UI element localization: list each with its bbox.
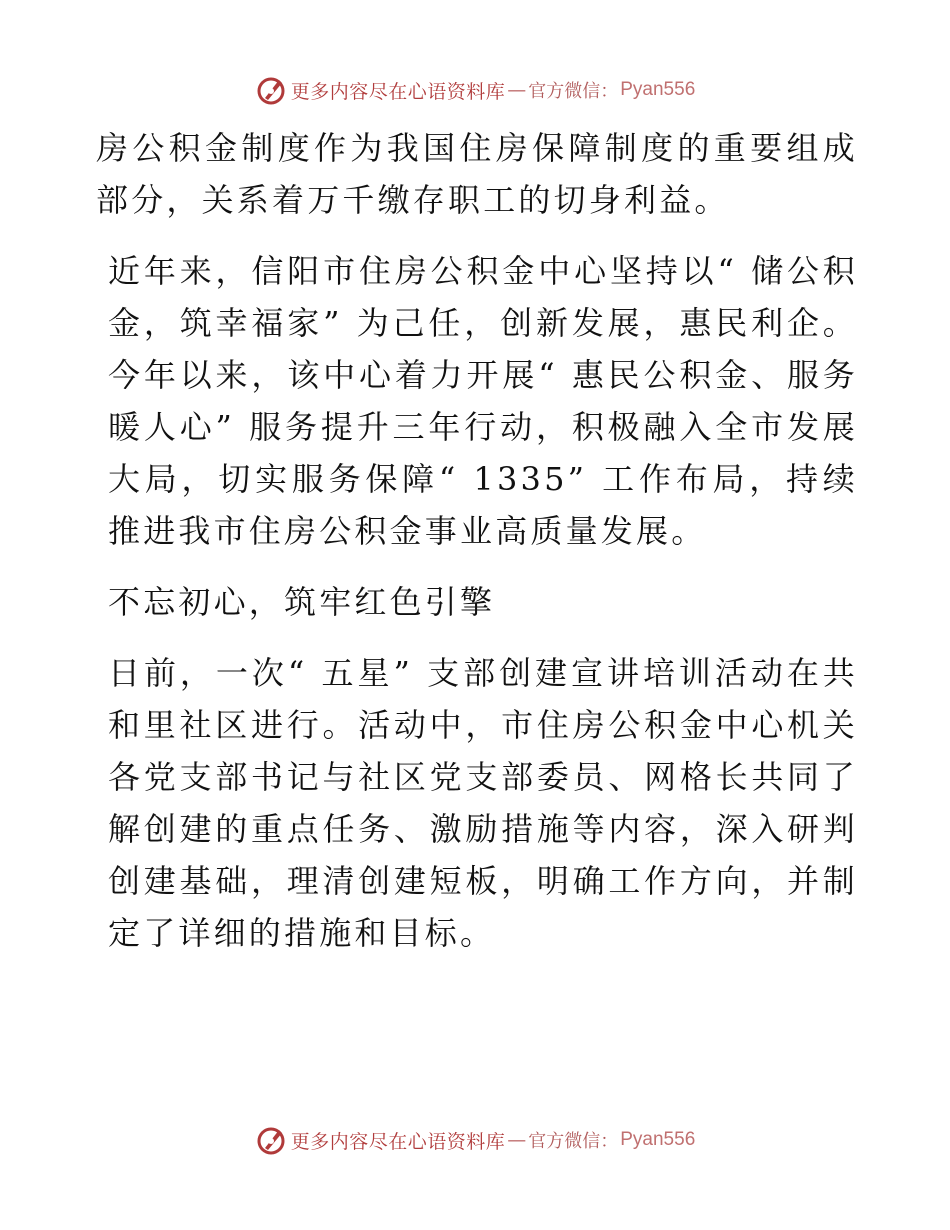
footer-banner — [0, 1120, 950, 1160]
banner-slogan: 更多内容尽在心语资料库 — [290, 1130, 506, 1153]
banner-slogan: 更多内容尽在心语资料库 — [290, 80, 506, 103]
pen-logo-icon — [255, 74, 287, 106]
paragraph: 房公积金制度作为我国住房保障制度的重要组成部分，关系着万千缴存职工的切身利益。 — [96, 129, 858, 219]
paragraph: 近年来，信阳市住房公积金中心坚持以“ 储公积金，筑幸福家” 为己任，创新发展，惠民利企。今年以来，该中心着力开展“ 惠民公积金、服务暖人心” 服务提升三年行动，积极融入全市发展大局，切实服务保障“ 1335” 工作布局，持续推进我市住房公积金事业高质量发展。 — [108, 252, 858, 550]
banner-separator: — — [507, 1129, 527, 1151]
wechat-label: 官方微信： — [528, 81, 619, 102]
document-body — [96, 122, 858, 978]
wechat-id: Pyan556 — [620, 1129, 696, 1150]
wechat-label: 官方微信： — [528, 1131, 619, 1152]
header-banner — [0, 70, 950, 110]
paragraph: 日前，一次“ 五星” 支部创建宣讲培训活动在共和里社区进行。活动中，市住房公积金中心机关各党支部书记与社区党支部委员、网格长共同了解创建的重点任务、激励措施等内容，深入研判创建基础，理清创建短板，明确工作方向，并制定了详细的措施和目标。 — [108, 654, 858, 952]
banner-separator: — — [507, 79, 527, 101]
wechat-id: Pyan556 — [620, 79, 696, 100]
section-heading: 不忘初心，筑牢红色引擎 — [108, 583, 496, 621]
pen-logo-icon — [255, 1124, 287, 1156]
